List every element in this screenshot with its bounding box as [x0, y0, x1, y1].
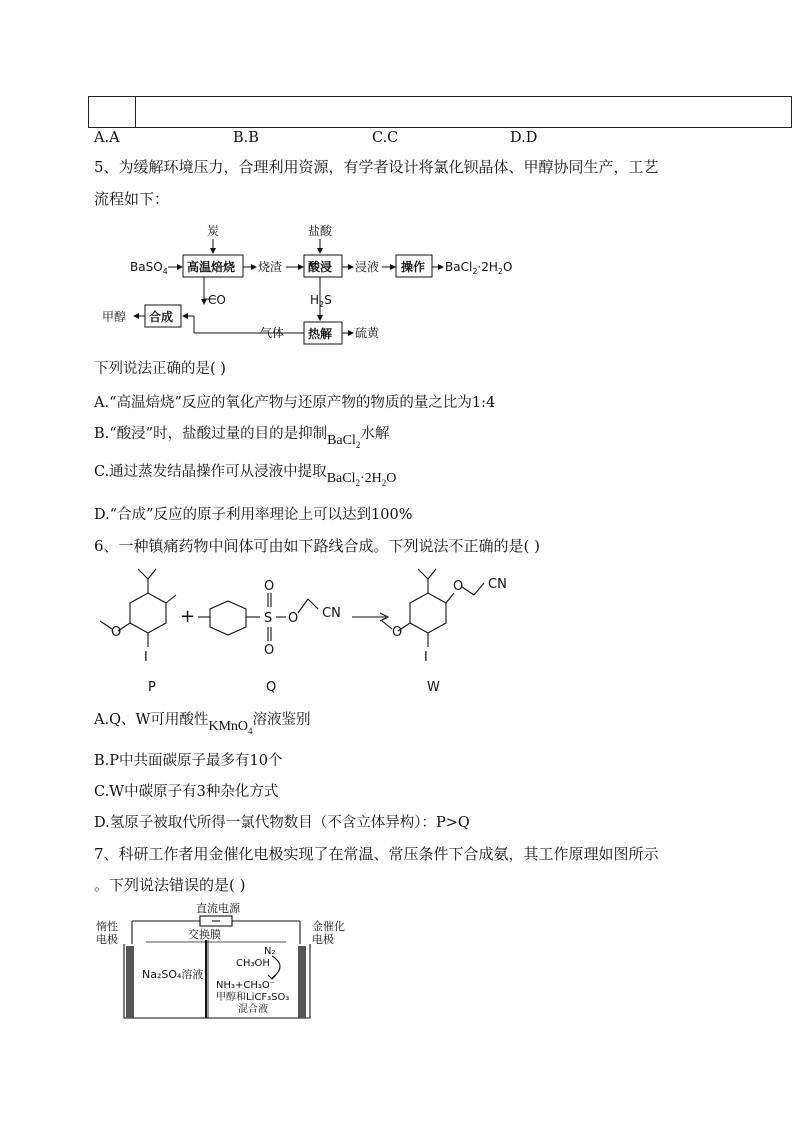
inert-electrode: [126, 946, 134, 1018]
q6-option-d: D.氢原子被取代所得一氯代物数目（不含立体异构）：P>Q: [94, 815, 470, 831]
flow-synth: 合成: [149, 310, 174, 324]
flow-hcl: 盐酸: [308, 224, 333, 238]
q-oxygen-bottom: O: [264, 643, 275, 658]
choice-a: A.A: [94, 130, 120, 146]
flow-co: CO: [208, 293, 226, 307]
membrane-label: 交换膜: [188, 928, 221, 941]
q5-option-b: B.“酸浸”时，盐酸过量的目的是抑制BaCl$_2$水解: [94, 426, 390, 450]
w-oxygen-ether: O: [453, 579, 464, 594]
products-label: NH₃+CH₃O⁻: [216, 980, 276, 991]
gold-label-1: 金催化: [312, 920, 345, 933]
q5-ask: 下列说法正确的是( ): [94, 361, 226, 377]
q6-option-b: B.P中共面碳原子最多有10个: [94, 753, 283, 769]
q5-flow-diagram: [102, 218, 530, 348]
flow-pyro: 热解: [308, 327, 333, 341]
q6-reaction-scheme: [96, 565, 526, 700]
choice-c: C.C: [372, 130, 399, 146]
w-oxygen: O: [392, 625, 403, 640]
q6-option-a: A.Q、W可用酸性KMnO$_4$溶液鉴别: [94, 712, 311, 736]
q6-stem: 6、一种镇痛药物中间体可由如下路线合成。下列说法不正确的是( ): [94, 537, 541, 555]
q6-option-c: C.W中碳原子有3种杂化方式: [94, 784, 279, 800]
flow-leach: 酸浸: [308, 260, 333, 274]
flow-h2s: $H_2S$: [310, 293, 332, 309]
q-oxygen-top: O: [264, 579, 275, 594]
flow-sulfur: 硫黄: [355, 326, 380, 340]
label-p: P: [148, 680, 156, 695]
w-benzene-ring: [410, 593, 446, 633]
q7-electrolysis-cell: [96, 904, 356, 1029]
answer-table-row: [88, 96, 792, 128]
flow-roast: 高温焙烧: [187, 260, 236, 274]
p-oxygen: O: [111, 625, 122, 640]
q5-stem-line1: 5、为缓解环境压力，合理利用资源，有学者设计将氯化钡晶体、甲醇协同生产，工艺: [94, 158, 659, 176]
choice-d: D.D: [510, 130, 538, 146]
inert-label-2: 电极: [96, 933, 118, 946]
n2-label: N₂: [264, 946, 276, 957]
w-iodine: I: [424, 650, 428, 665]
flow-baso4: BaSO$_4$: [130, 260, 168, 276]
left-solution: Na₂SO₄溶液: [142, 968, 204, 981]
table-divider: [135, 97, 136, 127]
w-cn: CN: [488, 577, 507, 592]
q-sulfur: S: [264, 611, 273, 626]
p-iodine: I: [144, 650, 148, 665]
ch3oh-label: CH₃OH: [236, 958, 270, 969]
flow-tan: 炭: [207, 224, 220, 238]
plus-sign: +: [180, 606, 196, 627]
q5-option-a: A.“高温焙烧”反应的氧化产物与还原产物的物质的量之比为1:4: [94, 395, 496, 411]
label-q: Q: [266, 680, 277, 695]
q-oxygen-ester: O: [288, 611, 299, 626]
q5-option-c: C.通过蒸发结晶操作可从浸液中提取$BaCl_2\cdot 2H_2O$: [94, 464, 397, 488]
power-label: 直流电源: [196, 902, 240, 915]
flow-product: $BaCl_2\cdot 2H_2O$: [445, 260, 513, 276]
gold-label-2: 电极: [312, 933, 334, 946]
flow-gas: 气体: [260, 326, 285, 340]
choice-b: B.B: [233, 130, 259, 146]
q7-stem-line2: 。下列说法错误的是( ): [94, 876, 246, 894]
flow-slag: 烧渣: [258, 260, 283, 274]
mixture-label-1: 甲醇和LiCF₃SO₃: [216, 992, 290, 1003]
q7-stem-line1: 7、科研工作者用金催化电极实现了在常温、常压条件下合成氨，其工作原理如图所示: [94, 845, 659, 863]
inert-label-1: 惰性: [96, 920, 118, 933]
label-w: W: [427, 680, 440, 695]
flow-methanol: 甲醇: [102, 310, 127, 324]
p-benzene-ring: [130, 593, 166, 633]
q5-option-d: D.“合成”反应的原子利用率理论上可以达到100%: [94, 507, 413, 523]
gold-electrode: [298, 946, 306, 1018]
q-benzene-ring: [210, 601, 246, 635]
mixture-label-2: 混合液: [238, 1004, 268, 1015]
flow-leachate: 浸液: [355, 260, 380, 274]
q-cn: CN: [322, 606, 341, 621]
q5-stem-line2: 流程如下：: [94, 190, 170, 208]
flow-op: 操作: [401, 260, 426, 274]
